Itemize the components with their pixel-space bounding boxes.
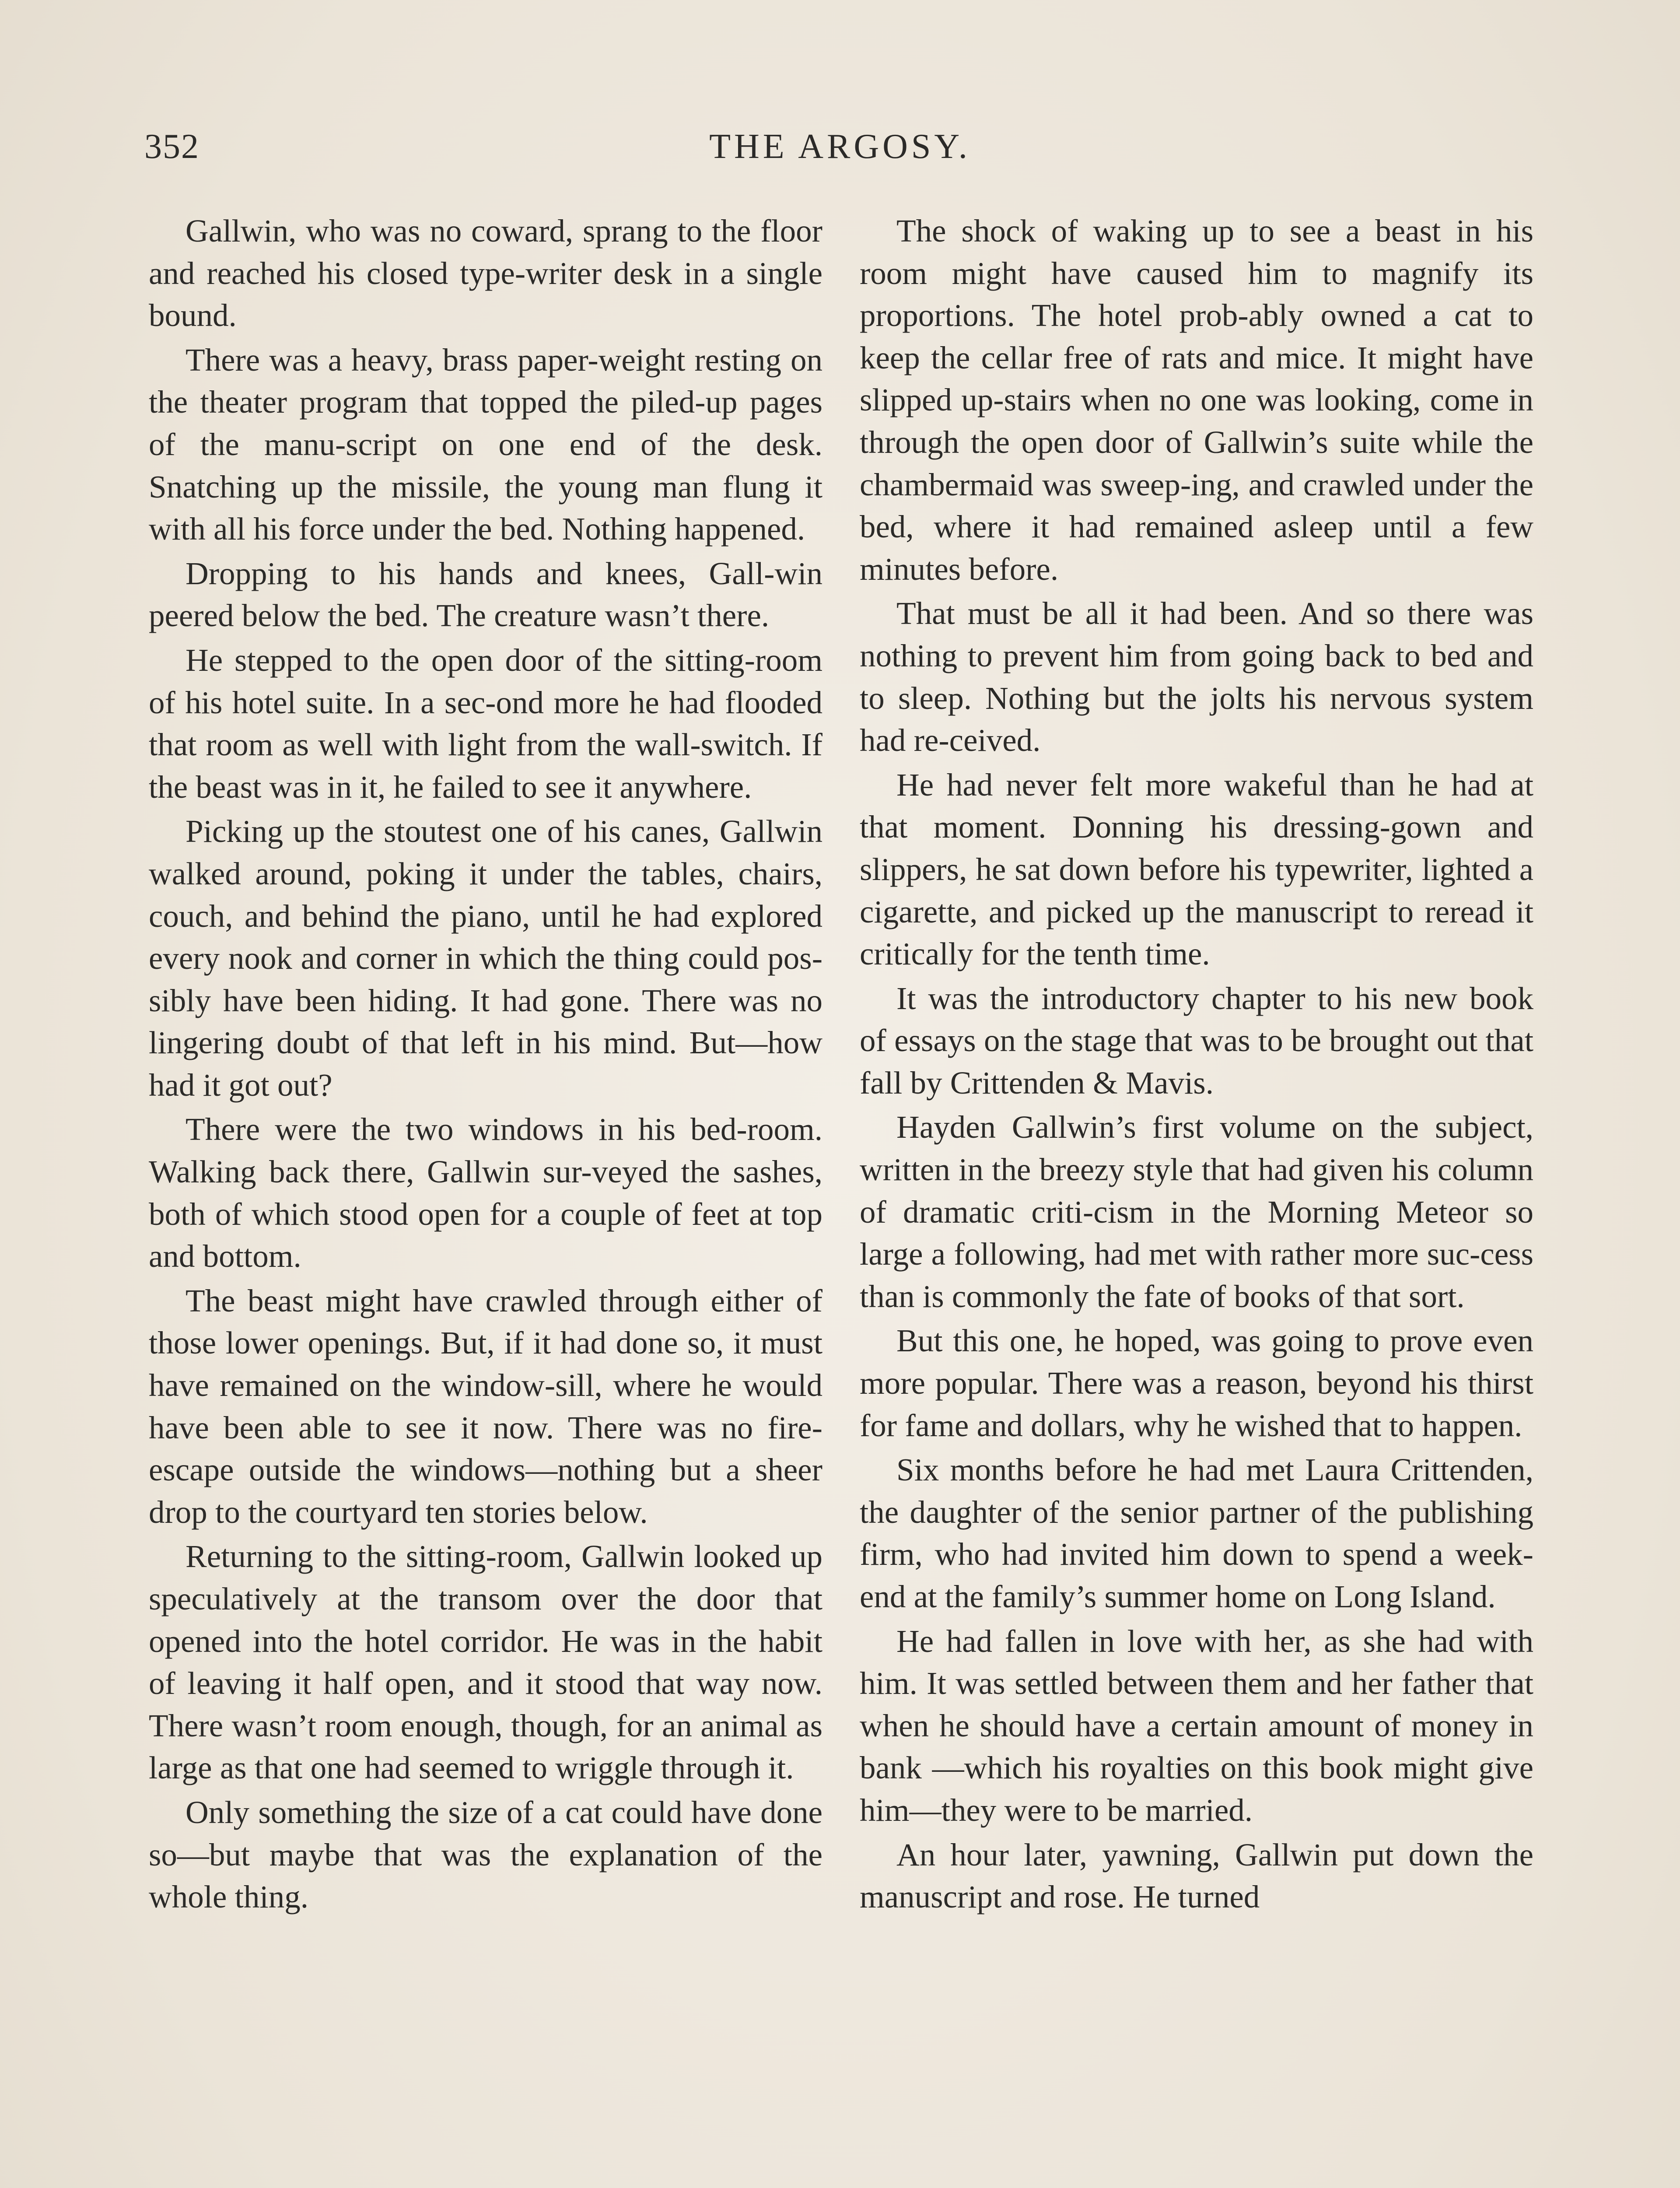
paragraph: There were the two windows in his bed-room. Walking back there, Gallwin sur-veyed the sashes, both of which stood open for a couple of feet at top and bottom. [149, 1112, 822, 1274]
paragraph: An hour later, yawning, Gallwin put down the manuscript and rose. He turned [860, 1837, 1533, 1915]
paragraph: That must be all it had been. And so there was nothing to prevent him from going back to bed and to sleep. Nothing but the jolts his nervous system had re-ceived. [860, 596, 1533, 758]
page-number: 352 [144, 127, 200, 166]
page-header [0, 127, 1680, 179]
paragraph: It was the introductory chapter to his new book of essays on the stage that was to be brought out that fall by Crittenden & Mavis. [860, 980, 1533, 1101]
paragraph: Picking up the stoutest one of his canes, Gallwin walked around, poking it under the tables, chairs, couch, and behind the piano, until he had explored every nook and corner in which the thing could pos-sibly have been hiding. It had gone. There was no lingering doubt of that left in his mind. But—how had it got out? [149, 813, 822, 1103]
paragraph: The shock of waking up to see a beast in his room might have caused him to magnify its proportions. The hotel prob-ably owned a cat to keep the cellar free of rats and mice. It might have slipped up-stairs when no one was looking, come in through the open door of Gallwin’s suite while the chambermaid was sweep-ing, and crawled under the bed, where it had remained asleep until a few minutes before. [860, 213, 1533, 587]
paragraph: Returning to the sitting-room, Gallwin looked up speculatively at the transom over the door that opened into the hotel corridor. He was in the habit of leaving it half open, and it stood that way now. There wasn’t room enough, though, for an animal as large as that one had seemed to wriggle through it. [149, 1539, 822, 1786]
paragraph: But this one, he hoped, was going to prove even more popular. There was a reason, beyond his thirst for fame and dollars, why he wished that to happen. [860, 1323, 1533, 1443]
paragraph: Gallwin, who was no coward, sprang to the floor and reached his closed type-writer desk in a single bound. [149, 213, 822, 333]
paragraph: Only something the size of a cat could have done so—but maybe that was the explanation of the whole thing. [149, 1794, 822, 1915]
paragraph: Dropping to his hands and knees, Gall-win peered below the bed. The creature wasn’t there. [149, 555, 822, 634]
left-column [149, 210, 822, 1921]
paragraph: There was a heavy, brass paper-weight resting on the theater program that topped the piled-up pages of the manu-script on one end of the desk. Snatching up the missile, the young man flung it with all his force under the bed. Nothing happened. [149, 342, 822, 547]
paragraph: The beast might have crawled through either of those lower openings. But, if it had done so, it must have remained on the window-sill, where he would have been able to see it now. There was no fire-escape outside the windows—nothing but a sheer drop to the courtyard ten stories below. [149, 1283, 822, 1530]
running-head: THE ARGOSY. [709, 127, 971, 166]
paragraph: He stepped to the open door of the sitting-room of his hotel suite. In a sec-ond more he had flooded that room as well with light from the wall-switch. If the beast was in it, he failed to see it anywhere. [149, 642, 822, 805]
right-column [860, 210, 1533, 1921]
paragraph: He had never felt more wakeful than he had at that moment. Donning his dressing-gown and slippers, he sat down before his typewriter, lighted a cigarette, and picked up the manuscript to reread it critically for the tenth time. [860, 767, 1533, 972]
paragraph: Hayden Gallwin’s first volume on the subject, written in the breezy style that had given his column of dramatic criti-cism in the Morning Meteor so large a following, had met with rather more suc-cess than is commonly the fate of books of that sort. [860, 1109, 1533, 1314]
paragraph: He had fallen in love with her, as she had with him. It was settled between them and her father that when he should have a certain amount of money in bank —which his royalties on this book might give him—they were to be married. [860, 1623, 1533, 1828]
paragraph: Six months before he had met Laura Crittenden, the daughter of the senior partner of the publishing firm, who had invited him down to spend a week-end at the family’s summer home on Long Island. [860, 1452, 1533, 1614]
